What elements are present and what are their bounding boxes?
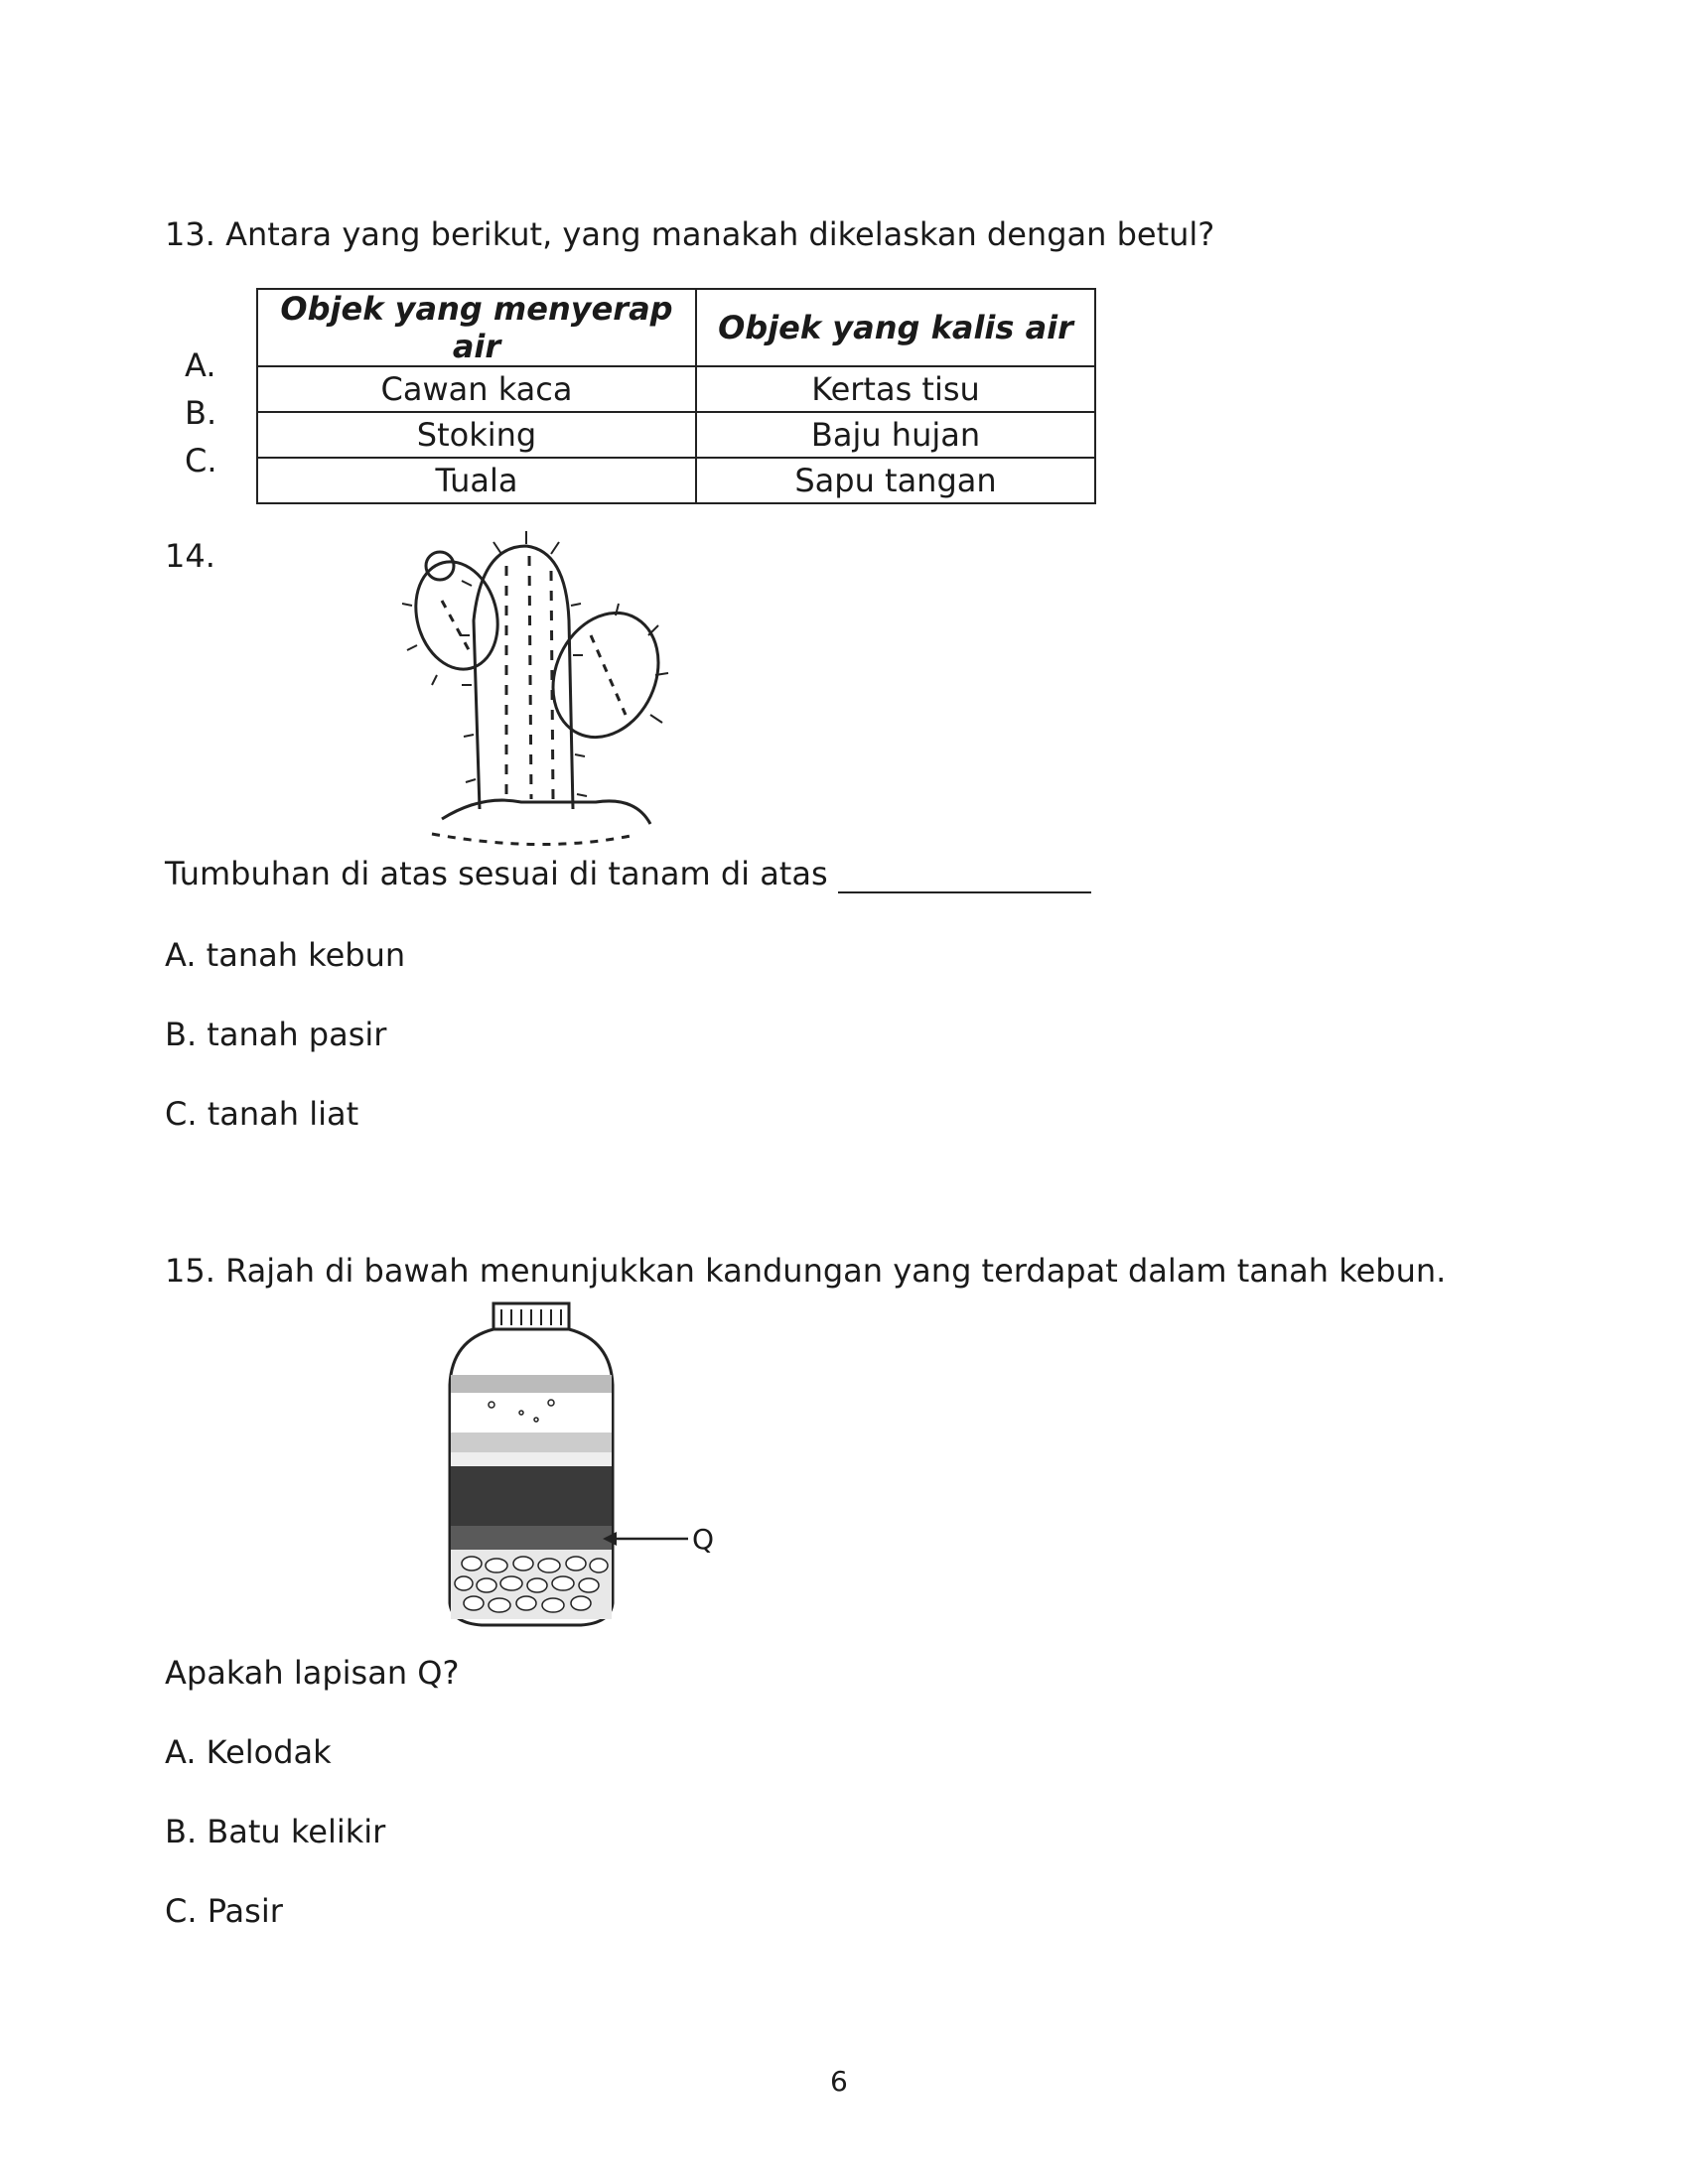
table-row (257, 412, 1095, 458)
answer-blank (838, 862, 1091, 893)
header-waterproof: Objek yang kalis air (696, 289, 1095, 366)
q14-option-c: C. tanah liat (165, 1095, 359, 1133)
q15-option-c: C. Pasir (165, 1892, 283, 1930)
q15-option-b: B. Batu kelikir (165, 1813, 386, 1850)
cell-waterproof: Baju hujan (696, 412, 1095, 458)
q15-option-a: A. Kelodak (165, 1733, 332, 1771)
cell-absorb: Tuala (257, 458, 696, 503)
q15-question: Apakah lapisan Q? (165, 1654, 460, 1692)
cactus-icon (402, 526, 675, 854)
q15-stem: 15. Rajah di bawah menunjukkan kandungan yang terdapat dalam tanah kebun. (165, 1252, 1447, 1290)
header-absorb: Objek yang menyerap air (257, 289, 696, 366)
table-row (257, 458, 1095, 503)
q14-option-b: B. tanah pasir (165, 1016, 387, 1053)
arrow-left-icon (601, 1529, 690, 1549)
table-row (257, 366, 1095, 412)
row-label-b: B. (185, 394, 217, 432)
cell-absorb: Stoking (257, 412, 696, 458)
q14-stem-line (165, 854, 1091, 893)
q13-stem: 13. Antara yang berikut, yang manakah dikelaskan dengan betul? (165, 215, 1215, 253)
q14-number: 14. (165, 537, 215, 575)
pointer-label-q: Q (692, 1523, 715, 1556)
cell-absorb: Cawan kaca (257, 366, 696, 412)
row-label-c: C. (185, 442, 217, 479)
page-number: 6 (830, 2065, 848, 2098)
q14-stem: Tumbuhan di atas sesuai di tanam di atas (165, 855, 828, 892)
soil-jar-icon (442, 1296, 621, 1633)
cell-waterproof: Sapu tangan (696, 458, 1095, 503)
cell-waterproof: Kertas tisu (696, 366, 1095, 412)
q13-classification-table (256, 288, 1096, 504)
row-label-a: A. (185, 346, 216, 384)
q14-option-a: A. tanah kebun (165, 936, 406, 974)
table-header-row (257, 289, 1095, 366)
